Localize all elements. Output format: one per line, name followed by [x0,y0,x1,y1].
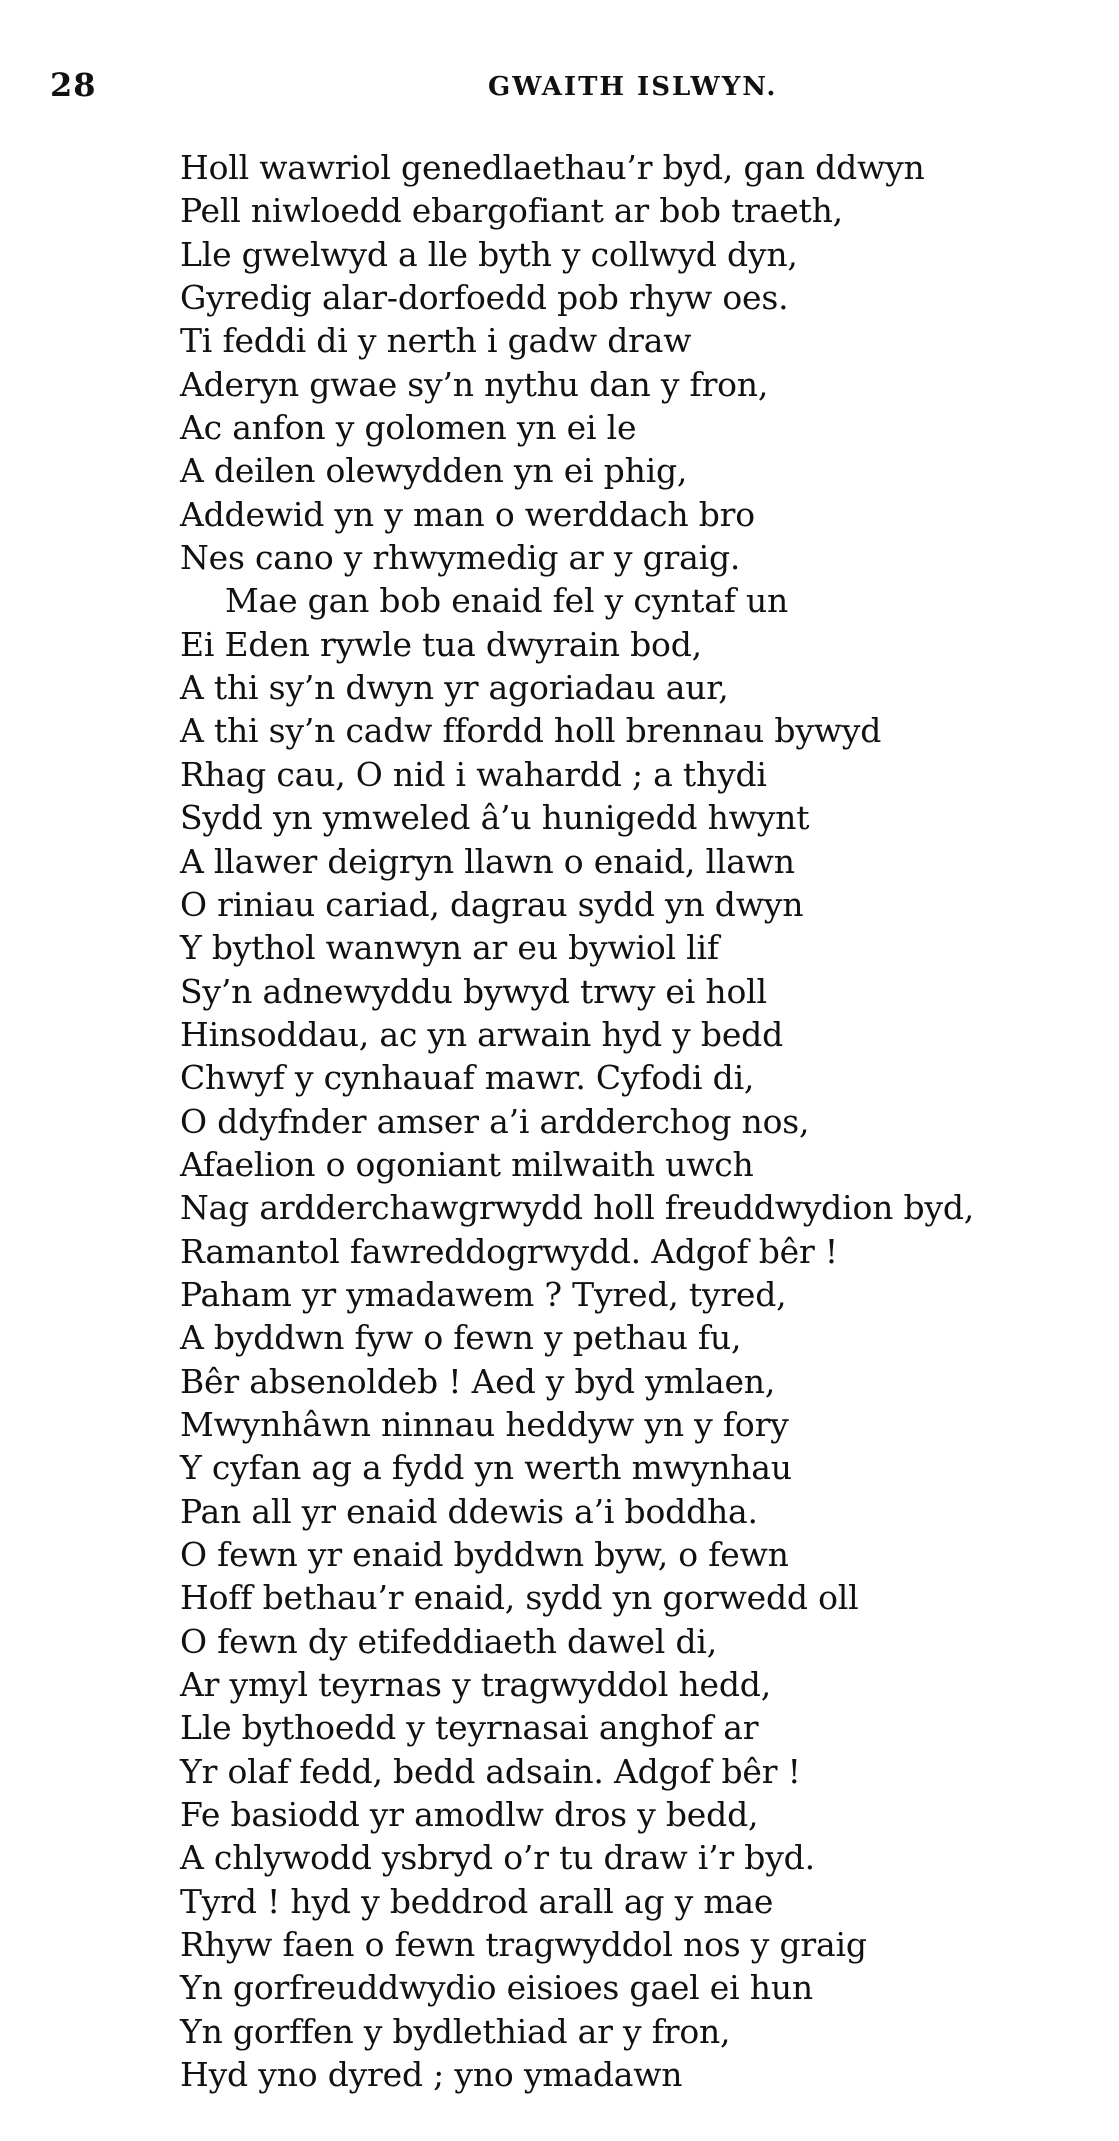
poem-line: O riniau cariad, dagrau sydd yn dwyn [180,884,804,924]
poem-line: Pan all yr enaid ddewis a’i boddha. [180,1491,758,1531]
poem-line: A thi sy’n dwyn yr agoriadau aur, [180,668,729,708]
poem-line: Afaelion o ogoniant milwaith uwch [180,1144,754,1184]
poem-line: A thi sy’n cadw ffordd holl brennau bywyd [180,711,882,751]
poem-line: Tyrd ! hyd y beddrod arall ag y mae [180,1881,774,1921]
poem-line: A chlywodd ysbryd o’r tu draw i’r byd. [180,1838,815,1878]
poem-line: A llawer deigryn llawn o enaid, llawn [180,841,795,881]
poem-line: A byddwn fyw o fewn y pethau fu, [180,1318,742,1358]
poem-line: Y bythol wanwyn ar eu bywiol lif [180,928,719,968]
poem-line: O fewn yr enaid byddwn byw, o fewn [180,1535,789,1574]
poem-line: Ei Eden rywle tua dwyrain bod, [180,624,702,664]
poem-line: Y cyfan ag a fydd yn werth mwynhau [180,1448,792,1488]
poem-line: Rhyw faen o fewn tragwyddol nos y graig [180,1925,867,1965]
poem-line: Ar ymyl teyrnas y tragwyddol hedd, [180,1665,772,1705]
poem-line: Sy’n adnewyddu bywyd trwy ei holl [180,971,767,1011]
poem-line-indented: Mae gan bob enaid fel y cyntaf un [225,581,789,621]
poem-line: Ramantol fawreddogrwydd. Adgof bêr ! [180,1231,838,1271]
poem-line: Ti feddi di y nerth i gadw draw [180,321,692,361]
poem-line: Holl wawriol genedlaethau’r byd, gan ddwyn [180,148,925,187]
poem-line: Gyredig alar-dorfoedd pob rhyw oes. [180,278,789,318]
poem-line: Fe basiodd yr amodlw dros y bedd, [180,1795,759,1835]
poem-line: Ac anfon y golomen yn ei le [180,408,637,448]
poem-line: Sydd yn ymweled â’u hunigedd hwynt [180,798,810,838]
poem-line: Yn gorfreuddwydio eisioes gael ei hun [180,1968,813,2008]
poem-line: O fewn dy etifeddiaeth dawel di, [180,1621,718,1661]
poem-line: Lle gwelwyd a lle byth y collwyd dyn, [180,234,798,274]
poem-line: Addewid yn y man o werddach bro [180,494,755,534]
poem-line: A deilen olewydden yn ei phig, [180,451,688,491]
poem-line: Nag ardderchawgrwydd holl freuddwydion byd, [180,1188,975,1228]
poem-line: Hinsoddau, ac yn arwain hyd y bedd [180,1014,783,1054]
poem-line: Rhag cau, O nid i wahardd ; a thydi [180,754,767,794]
poem-line: Yn gorffen y bydlethiad ar y fron, [180,2011,731,2051]
poem-line: Aderyn gwae sy’n nythu dan y fron, [180,364,769,404]
poem-line: Paham yr ymadawem ? Tyred, tyred, [180,1274,787,1314]
page-number: 28 [50,66,97,104]
poem-line: Pell niwloedd ebargofiant ar bob traeth, [180,191,843,231]
poem-line: Lle bythoedd y teyrnasai anghof ar [180,1708,759,1748]
poem-line: Hoff bethau’r enaid, sydd yn gorwedd oll [180,1578,859,1618]
running-title: GWAITH ISLWYN. [488,72,778,102]
poem-body [180,146,1100,2096]
poem-line: Bêr absenoldeb ! Aed y byd ymlaen, [180,1361,776,1401]
poem-line: Hyd yno dyred ; yno ymadawn [180,2055,683,2095]
poem-line: Yr olaf fedd, bedd adsain. Adgof bêr ! [180,1751,801,1791]
poem-line: Chwyf y cynhauaf mawr. Cyfodi di, [180,1058,755,1098]
poem-line: Nes cano y rhwymedig ar y graig. [180,538,741,578]
poem-line: Mwynhâwn ninnau heddyw yn y fory [180,1404,789,1444]
poem-line: O ddyfnder amser a’i ardderchog nos, [180,1101,810,1141]
